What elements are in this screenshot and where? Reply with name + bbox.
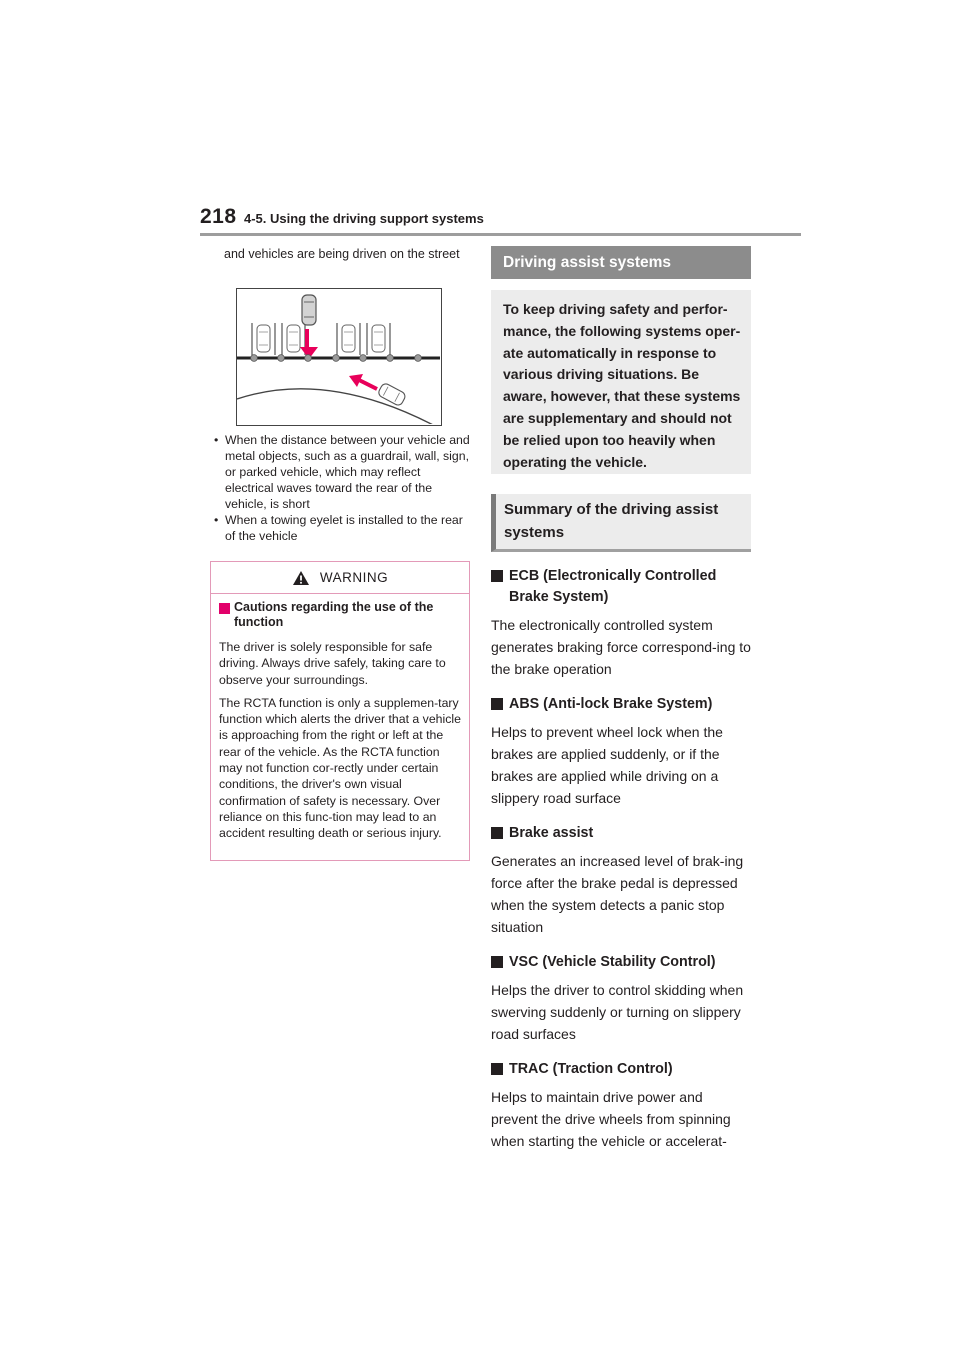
header-rule: [200, 233, 801, 236]
left-column: [210, 246, 470, 262]
feature-title: Brake assist: [491, 823, 751, 844]
warning-body: [211, 594, 469, 842]
feature-title: ECB (Electronically Controlled Brake System): [491, 566, 751, 608]
intro-box: To keep driving safety and perfor-mance, the following systems oper-ate automatically in response to various driving situations. Be aware, however, that these systems are supplementary and should not be relied upon too heavily when operating the vehicle.: [491, 290, 751, 474]
warning-box: [210, 561, 470, 861]
section-heading: Driving assist systems: [491, 246, 751, 279]
square-bullet-icon: [491, 827, 503, 839]
warning-triangle-icon: [292, 570, 310, 586]
warning-title: WARNING: [319, 570, 389, 585]
warning-subheading: Cautions regarding the use of the function: [219, 600, 465, 630]
feature-description: Generates an increased level of brak-ing force after the brake pedal is depressed when the system detects a panic stop situation: [491, 853, 744, 935]
square-bullet-icon: [491, 1063, 503, 1075]
condition-bullets: [210, 432, 472, 544]
feature-item: [491, 694, 751, 809]
warning-paragraph: The RCTA function is only a supplemen-tary function which alerts the driver that a vehicle is approaching from the right or left at the rear of the vehicle. As the RCTA function may not function cor-rectly under certain conditions, the driver's own visual confirmation of safety is necessary. Over reliance on this func-tion may lead to an accident resulting death or serious injury.: [219, 695, 461, 841]
feature-item: [491, 952, 751, 1045]
parking-lot-illustration: [236, 288, 442, 426]
square-bullet-icon: [491, 570, 503, 582]
running-section-title: 4-5. Using the driving support systems: [244, 211, 484, 226]
feature-item: [491, 823, 751, 938]
bullet-item: • When a towing eyelet is installed to the rear of the vehicle: [210, 512, 472, 544]
bullet-item: • When the distance between your vehicle and metal objects, such as a guardrail, wall, sign, or parked vehicle, which may reflect electrical waves toward the rear of the vehicle, is short: [210, 432, 472, 512]
right-column: [491, 246, 751, 1152]
square-bullet-icon: [219, 603, 230, 614]
square-bullet-icon: [491, 956, 503, 968]
feature-item: [491, 566, 751, 680]
summary-heading: Summary of the driving assist systems: [491, 494, 751, 552]
continued-text: and vehicles are being driven on the street: [224, 247, 460, 261]
feature-description: Helps the driver to control skidding when swerving suddenly or turning on slippery road surfaces: [491, 982, 744, 1042]
feature-description: The electronically controlled system generates braking force correspond-ing to the brake operation: [491, 617, 751, 677]
feature-item: [491, 1059, 751, 1152]
feature-title: TRAC (Traction Control): [491, 1059, 751, 1080]
page-number: 218: [200, 205, 237, 228]
square-bullet-icon: [491, 698, 503, 710]
feature-title: ABS (Anti-lock Brake System): [491, 694, 751, 715]
warning-paragraph: The driver is solely responsible for safe driving. Always drive safely, taking care to observe your surroundings.: [219, 640, 446, 687]
feature-description: Helps to maintain drive power and prevent the drive wheels from spinning when starting the vehicle or accelerat-: [491, 1089, 731, 1149]
feature-description: Helps to prevent wheel lock when the brakes are applied suddenly, or if the brakes are applied while driving on a slippery road surface: [491, 724, 723, 806]
warning-header: [211, 562, 469, 594]
feature-title: VSC (Vehicle Stability Control): [491, 952, 751, 973]
